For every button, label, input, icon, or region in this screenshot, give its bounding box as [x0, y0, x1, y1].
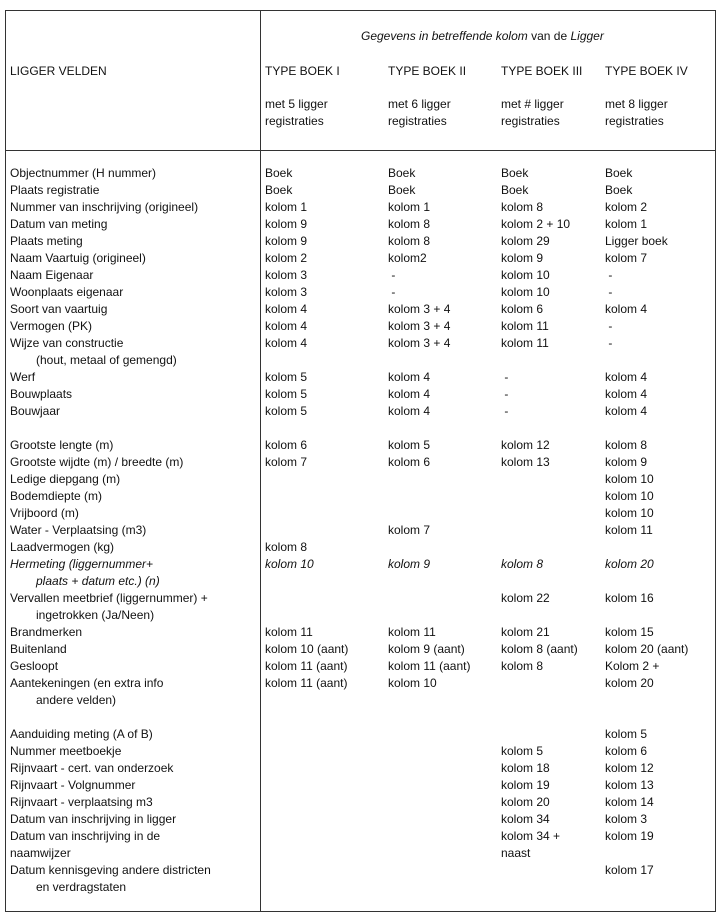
column-value: kolom 11 — [388, 625, 436, 639]
column-value: - — [605, 319, 613, 333]
column-value: kolom 10 — [265, 557, 314, 571]
column-value: kolom 9 — [265, 234, 308, 248]
column-value: kolom 10 (aant) — [265, 642, 349, 656]
column-value: kolom 4 — [388, 387, 431, 401]
column-value: kolom 9 — [605, 455, 648, 469]
column-value: kolom 9 — [501, 251, 544, 265]
column-value: kolom 6 — [388, 455, 431, 469]
column-value: kolom 8 — [501, 557, 544, 571]
column-value: Boek — [265, 166, 293, 180]
column-value: kolom 13 — [605, 778, 654, 792]
column-value: - — [605, 268, 613, 282]
column-value: Boek — [501, 166, 529, 180]
column-value: kolom 34 — [501, 812, 550, 826]
type-boek-header: TYPE BOEK I — [265, 64, 340, 78]
field-label: Naam Vaartuig (origineel) — [10, 251, 146, 265]
caption-part: van de — [527, 29, 571, 43]
field-label: Gesloopt — [10, 659, 59, 673]
field-label: Laadvermogen (kg) — [10, 540, 115, 554]
column-value: kolom 11 — [501, 336, 549, 350]
column-value: kolom 14 — [605, 795, 654, 809]
field-label: Datum kennisgeving andere districten — [10, 863, 211, 877]
column-value: kolom 6 — [501, 302, 544, 316]
field-label: andere velden) — [36, 693, 117, 707]
field-label: Buitenland — [10, 642, 67, 656]
column-value: kolom 8 — [501, 659, 544, 673]
column-value: kolom 7 — [388, 523, 431, 537]
type-boek-description: met # ligger — [501, 97, 564, 111]
column-value: kolom 7 — [265, 455, 308, 469]
field-label: Bouwplaats — [10, 387, 73, 401]
column-value: kolom 11 (aant) — [265, 659, 348, 673]
type-boek-header: TYPE BOEK III — [501, 64, 583, 78]
column-value: kolom 7 — [605, 251, 648, 265]
column-value: kolom 4 — [605, 404, 648, 418]
column-value: kolom 1 — [388, 200, 431, 214]
column-value: Ligger boek — [605, 234, 668, 248]
field-label: Hermeting (liggernummer+ — [10, 557, 154, 571]
field-label: Woonplaats eigenaar — [10, 285, 124, 299]
field-label: Soort van vaartuig — [10, 302, 108, 316]
type-boek-description: met 6 ligger — [388, 97, 451, 111]
column-value: - — [605, 336, 613, 350]
column-value: kolom 4 — [388, 404, 431, 418]
column-value: kolom 5 — [265, 404, 308, 418]
column-value: kolom 15 — [605, 625, 654, 639]
column-value: kolom 6 — [605, 744, 648, 758]
column-value: kolom 10 — [605, 472, 654, 486]
column-value: kolom 10 — [501, 268, 550, 282]
column-value: kolom 9 (aant) — [388, 642, 465, 656]
column-value: kolom 4 — [605, 387, 648, 401]
column-value: kolom 29 — [501, 234, 550, 248]
column-value: kolom 3 + 4 — [388, 302, 451, 316]
field-label: en verdragstaten — [36, 880, 127, 894]
column-value: kolom 4 — [605, 370, 648, 384]
field-label: Nummer meetboekje — [10, 744, 122, 758]
column-value: kolom 6 — [265, 438, 308, 452]
field-label: Plaats registratie — [10, 183, 100, 197]
column-value: Boek — [501, 183, 529, 197]
column-value: kolom 17 — [605, 863, 654, 877]
column-value: - — [501, 404, 509, 418]
column-value: Boek — [605, 183, 633, 197]
type-boek-description: registraties — [265, 114, 324, 128]
field-label: Grootste lengte (m) — [10, 438, 114, 452]
column-value: kolom 20 — [605, 676, 654, 690]
caption-part: Ligger — [570, 29, 604, 43]
field-label: plaats + datum etc.) (n) — [36, 574, 160, 588]
field-label: Aanduiding meting (A of B) — [10, 727, 153, 741]
column-value: kolom 10 — [605, 506, 654, 520]
type-boek-header: TYPE BOEK II — [388, 64, 467, 78]
field-label: Aantekeningen (en extra info — [10, 676, 164, 690]
column-value: kolom 20 — [501, 795, 550, 809]
field-label: Bouwjaar — [10, 404, 61, 418]
field-label: Rijnvaart - cert. van onderzoek — [10, 761, 174, 775]
field-label: Plaats meting — [10, 234, 83, 248]
column-value: kolom 12 — [501, 438, 550, 452]
column-value: kolom 8 — [265, 540, 308, 554]
column-value: kolom 19 — [605, 829, 654, 843]
column-value: kolom 4 — [265, 302, 308, 316]
column-value: kolom 8 (aant) — [501, 642, 578, 656]
column-value: kolom 21 — [501, 625, 550, 639]
type-boek-description: registraties — [501, 114, 560, 128]
column-value: kolom 5 — [501, 744, 544, 758]
field-label: ingetrokken (Ja/Neen) — [36, 608, 155, 622]
column-value: kolom 1 — [265, 200, 308, 214]
column-value: kolom 11 — [501, 319, 549, 333]
column-value: - — [388, 268, 396, 282]
column-value: - — [501, 387, 509, 401]
field-label: Grootste wijdte (m) / breedte (m) — [10, 455, 184, 469]
column-value: kolom 3 — [265, 285, 308, 299]
column-value: kolom 10 — [605, 489, 654, 503]
type-boek-description: met 5 ligger — [265, 97, 328, 111]
column-value: kolom 13 — [501, 455, 550, 469]
column-value: Boek — [388, 166, 416, 180]
field-label: Brandmerken — [10, 625, 83, 639]
type-boek-description: registraties — [388, 114, 447, 128]
header-divider — [5, 150, 715, 151]
column-value: kolom 12 — [605, 761, 654, 775]
field-label: Datum van meting — [10, 217, 108, 231]
column-value: kolom 4 — [605, 302, 648, 316]
column-divider — [260, 10, 261, 911]
column-value: kolom 2 + 10 — [501, 217, 571, 231]
column-value: kolom 20 (aant) — [605, 642, 689, 656]
column-value: kolom 8 — [388, 217, 431, 231]
column-value: - — [605, 285, 613, 299]
column-value: kolom2 — [388, 251, 427, 265]
column-value: kolom 11 — [265, 625, 313, 639]
field-label: (hout, metaal of gemengd) — [36, 353, 177, 367]
column-value: kolom 8 — [388, 234, 431, 248]
column-value: kolom 9 — [265, 217, 308, 231]
column-value: kolom 5 — [265, 370, 308, 384]
type-boek-header: TYPE BOEK IV — [605, 64, 688, 78]
column-value: kolom 11 — [605, 523, 653, 537]
column-value: kolom 5 — [605, 727, 648, 741]
type-boek-description: registraties — [605, 114, 664, 128]
column-value: kolom 4 — [265, 336, 308, 350]
column-value: kolom 8 — [605, 438, 648, 452]
column-value: kolom 11 (aant) — [265, 676, 348, 690]
header-caption — [361, 28, 604, 45]
field-label: naamwijzer — [10, 846, 71, 860]
column-value: kolom 11 (aant) — [388, 659, 471, 673]
column-value: kolom 3 — [265, 268, 308, 282]
column-value: kolom 5 — [265, 387, 308, 401]
column-value: kolom 10 — [388, 676, 437, 690]
column-value: kolom 9 — [388, 557, 431, 571]
column-value: kolom 18 — [501, 761, 550, 775]
field-label: Bodemdiepte (m) — [10, 489, 103, 503]
column-value: kolom 3 — [605, 812, 648, 826]
field-label: Objectnummer (H nummer) — [10, 166, 157, 180]
field-label: Vrijboord (m) — [10, 506, 79, 520]
column-value: kolom 3 + 4 — [388, 336, 451, 350]
column-value: kolom 2 — [605, 200, 648, 214]
field-label: Nummer van inschrijving (origineel) — [10, 200, 199, 214]
fields-column-header: LIGGER VELDEN — [10, 64, 107, 78]
column-value: Boek — [388, 183, 416, 197]
column-value: Boek — [605, 166, 633, 180]
column-value: Kolom 2 + — [605, 659, 660, 673]
field-label: Wijze van constructie — [10, 336, 124, 350]
column-value: kolom 4 — [265, 319, 308, 333]
column-value: kolom 3 + 4 — [388, 319, 451, 333]
column-value: kolom 4 — [388, 370, 431, 384]
column-value: kolom 10 — [501, 285, 550, 299]
caption-part: Gegevens in betreffende kolom — [361, 29, 528, 43]
field-label: Rijnvaart - Volgnummer — [10, 778, 136, 792]
field-label: Naam Eigenaar — [10, 268, 94, 282]
field-label: Datum van inschrijving in de — [10, 829, 161, 843]
column-value: kolom 20 — [605, 557, 654, 571]
column-value: - — [501, 370, 509, 384]
column-value: kolom 2 — [265, 251, 308, 265]
column-value: naast — [501, 846, 531, 860]
column-value: kolom 8 — [501, 200, 544, 214]
column-value: kolom 1 — [605, 217, 648, 231]
column-value: kolom 22 — [501, 591, 550, 605]
column-value: - — [388, 285, 396, 299]
field-label: Vervallen meetbrief (liggernummer) + — [10, 591, 208, 605]
type-boek-description: met 8 ligger — [605, 97, 668, 111]
column-value: kolom 19 — [501, 778, 550, 792]
field-label: Water - Verplaatsing (m3) — [10, 523, 147, 537]
column-value: kolom 16 — [605, 591, 654, 605]
column-value: kolom 34 + — [501, 829, 561, 843]
field-label: Datum van inschrijving in ligger — [10, 812, 177, 826]
field-label: Vermogen (PK) — [10, 319, 93, 333]
field-label: Werf — [10, 370, 36, 384]
field-label: Ledige diepgang (m) — [10, 472, 121, 486]
field-label: Rijnvaart - verplaatsing m3 — [10, 795, 153, 809]
column-value: Boek — [265, 183, 293, 197]
column-value: kolom 5 — [388, 438, 431, 452]
